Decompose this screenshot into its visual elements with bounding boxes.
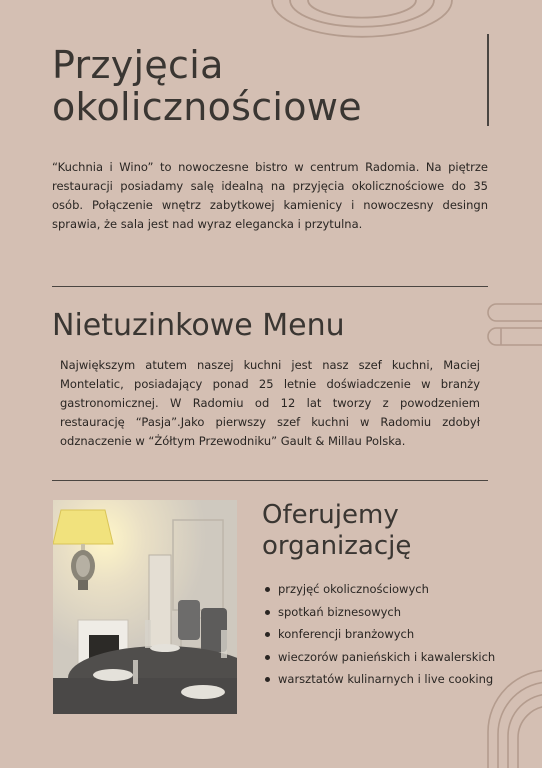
pill-lines-decoration [487, 302, 542, 350]
menu-paragraph: Największym atutem naszej kuchni jest nasz szef kuchni, Maciej Montelatic, posiadający ponad 25 letnie doświadczenie w branży gastronomicznej. W Radomiu od 12 lat tworzy z powodzeniem restaurację “Pasja”.Jako pierwszy szef kuchni w Radomiu zdobył odznaczenie w “Żółtym Przewodniku” Gault & Millau Polska. [60, 358, 480, 448]
offer-list [262, 578, 495, 691]
divider-1 [52, 286, 488, 287]
offer-heading: Oferujemy organizację [262, 500, 412, 561]
intro-paragraph: “Kuchnia i Wino” to nowoczesne bistro w centrum Radomia. Na piętrze restauracji posiadamy salę idealną na przyjęcia okolicznościowe do 35 osób. Połączenie wnętrz zabytkowej kamienicy i nowoczesny desingn sprawia, że sala jest nad wyraz elegancka i przytulna. [52, 160, 488, 231]
top-arcs-decoration [262, 0, 462, 40]
list-item: konferencji branżowych [262, 623, 495, 646]
list-item: przyjęć okolicznościowych [262, 578, 495, 601]
restaurant-photo [53, 500, 237, 714]
vertical-line-decoration [487, 34, 489, 126]
list-item: wieczorów panieńskich i kawalerskich [262, 646, 495, 669]
list-item: spotkań biznesowych [262, 601, 495, 624]
menu-heading: Nietuzinkowe Menu [52, 308, 345, 343]
page-title: Przyjęcia okolicznościowe [52, 43, 362, 129]
divider-2 [52, 480, 488, 481]
list-item: warsztatów kulinarnych i live cooking [262, 668, 495, 691]
